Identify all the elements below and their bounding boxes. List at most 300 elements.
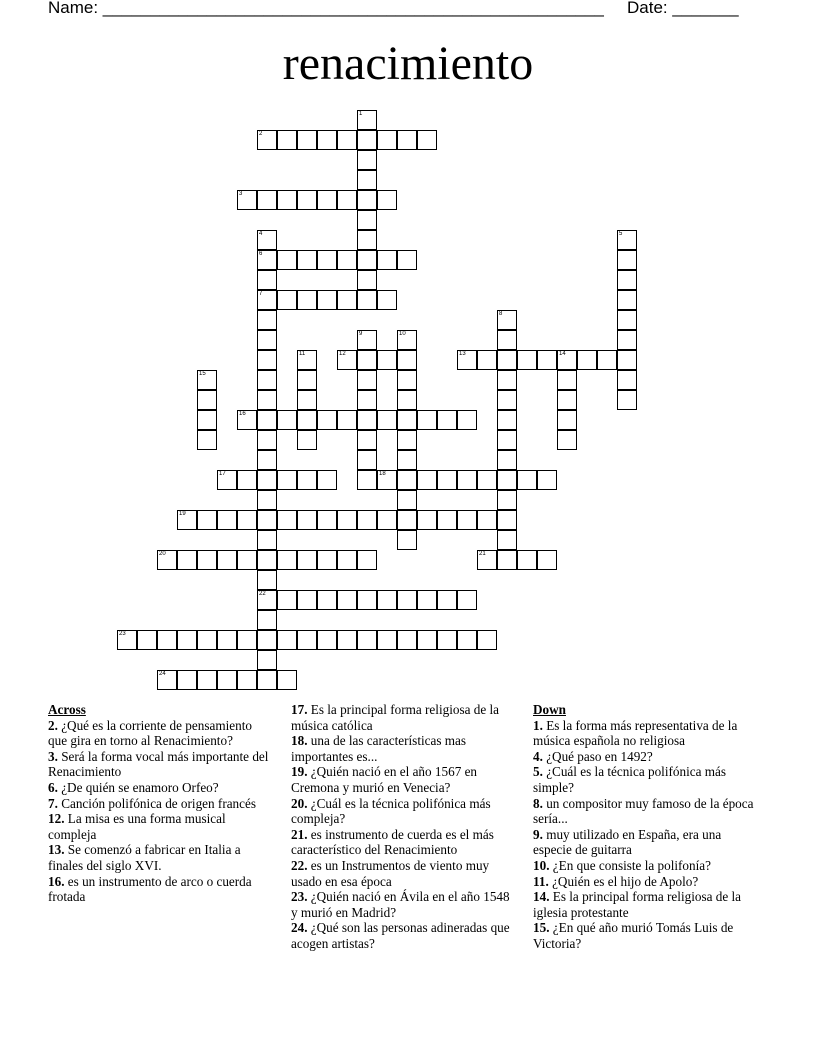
grid-cell[interactable] <box>197 430 217 450</box>
grid-cell[interactable] <box>357 250 377 270</box>
clue-text: Canción polifónica de origen francés <box>57 795 256 811</box>
grid-cell[interactable] <box>237 410 257 430</box>
clue-item <box>48 749 274 780</box>
grid-cell[interactable] <box>357 590 377 610</box>
grid-cell[interactable] <box>257 230 277 250</box>
grid-cell[interactable] <box>357 270 377 290</box>
clue-item <box>48 842 274 873</box>
clue-number-label: 2. <box>48 717 58 733</box>
grid-cell[interactable] <box>617 370 637 390</box>
grid-cell[interactable] <box>297 350 317 370</box>
grid-cell[interactable] <box>257 550 277 570</box>
grid-cell[interactable] <box>217 470 237 490</box>
clue-number: 21 <box>479 551 486 557</box>
grid-cell[interactable] <box>317 290 337 310</box>
clue-number: 18 <box>379 471 386 477</box>
grid-cell[interactable] <box>437 630 457 650</box>
grid-cell[interactable] <box>397 330 417 350</box>
clue-number-label: 6. <box>48 779 58 795</box>
grid-cell[interactable] <box>557 430 577 450</box>
grid-cell[interactable] <box>357 290 377 310</box>
grid-cell[interactable] <box>617 310 637 330</box>
clue-text: un compositor muy famoso de la época sería... <box>533 795 754 827</box>
clue-text: ¿En qué año murió Tomás Luis de Victoria? <box>533 920 734 951</box>
clue-text: es un instrumento de arco o cuerda frotada <box>48 873 252 905</box>
grid-cell[interactable] <box>277 250 297 270</box>
clue-number: 14 <box>559 351 566 357</box>
grid-cell[interactable] <box>497 510 517 530</box>
clue-number: 20 <box>159 551 166 557</box>
grid-cell[interactable] <box>357 130 377 150</box>
grid-cell[interactable] <box>497 470 517 490</box>
grid-cell[interactable] <box>457 590 477 610</box>
grid-cell[interactable] <box>277 190 297 210</box>
grid-cell[interactable] <box>497 370 517 390</box>
grid-cell[interactable] <box>397 350 417 370</box>
clue-text: ¿Qué paso en 1492? <box>542 748 653 764</box>
grid-cell[interactable] <box>337 130 357 150</box>
clue-number: 1 <box>359 111 363 117</box>
grid-cell[interactable] <box>237 670 257 690</box>
clue-text: ¿Qué es la corriente de pensamiento que gira en torno al Renacimiento? <box>48 717 252 749</box>
grid-cell[interactable] <box>197 670 217 690</box>
grid-cell[interactable] <box>377 250 397 270</box>
clue-number: 9 <box>359 331 363 337</box>
grid-cell[interactable] <box>497 430 517 450</box>
clue-number-label: 22. <box>291 857 308 873</box>
grid-cell[interactable] <box>257 390 277 410</box>
grid-cell[interactable] <box>217 670 237 690</box>
grid-cell[interactable] <box>177 510 197 530</box>
grid-cell[interactable] <box>537 550 557 570</box>
grid-cell[interactable] <box>237 510 257 530</box>
grid-cell[interactable] <box>337 550 357 570</box>
clue-text: ¿Cuál es la técnica polifónica más compleja? <box>291 795 491 827</box>
clue-number: 11 <box>299 351 306 357</box>
grid-cell[interactable] <box>357 150 377 170</box>
clue-number-label: 10. <box>533 857 550 873</box>
grid-cell[interactable] <box>277 670 297 690</box>
clue-item <box>533 858 755 874</box>
grid-cell[interactable] <box>477 350 497 370</box>
clue-number: 8 <box>499 311 503 317</box>
grid-cell[interactable] <box>117 630 137 650</box>
grid-cell[interactable] <box>257 430 277 450</box>
grid-cell[interactable] <box>277 410 297 430</box>
clue-item <box>291 889 513 920</box>
grid-cell[interactable] <box>297 510 317 530</box>
clue-number-label: 13. <box>48 842 65 858</box>
grid-cell[interactable] <box>357 210 377 230</box>
clue-text: una de las características mas importantes es... <box>291 733 467 764</box>
grid-cell[interactable] <box>277 590 297 610</box>
grid-cell[interactable] <box>197 410 217 430</box>
grid-cell[interactable] <box>337 590 357 610</box>
date-field: Date: _______ <box>627 0 739 17</box>
grid-cell[interactable] <box>317 250 337 270</box>
grid-cell[interactable] <box>377 510 397 530</box>
grid-cell[interactable] <box>597 350 617 370</box>
grid-cell[interactable] <box>257 470 277 490</box>
grid-cell[interactable] <box>377 130 397 150</box>
grid-cell[interactable] <box>477 510 497 530</box>
grid-cell[interactable] <box>257 330 277 350</box>
grid-cell[interactable] <box>317 590 337 610</box>
grid-cell[interactable] <box>157 550 177 570</box>
grid-cell[interactable] <box>257 190 277 210</box>
grid-cell[interactable] <box>317 190 337 210</box>
clue-item <box>291 796 513 827</box>
grid-cell[interactable] <box>617 230 637 250</box>
grid-cell[interactable] <box>197 510 217 530</box>
grid-cell[interactable] <box>357 450 377 470</box>
grid-cell[interactable] <box>297 410 317 430</box>
clue-number-label: 21. <box>291 826 308 842</box>
clue-number: 3 <box>239 191 243 197</box>
grid-cell[interactable] <box>397 590 417 610</box>
clue-number-label: 5. <box>533 764 543 780</box>
clue-number-label: 17. <box>291 702 308 717</box>
grid-cell[interactable] <box>457 630 477 650</box>
clue-number-label: 24. <box>291 920 308 936</box>
grid-cell[interactable] <box>357 110 377 130</box>
grid-cell[interactable] <box>257 530 277 550</box>
clue-number-label: 11. <box>533 873 549 889</box>
clue-number: 16 <box>239 411 246 417</box>
grid-cell[interactable] <box>197 390 217 410</box>
clue-item <box>291 764 513 795</box>
clue-number: 12 <box>339 351 346 357</box>
grid-cell[interactable] <box>517 470 537 490</box>
grid-cell[interactable] <box>277 550 297 570</box>
clue-item <box>533 889 755 920</box>
clue-text: Será la forma vocal más importante del Renacimiento <box>48 748 269 780</box>
grid-cell[interactable] <box>277 130 297 150</box>
grid-cell[interactable] <box>237 190 257 210</box>
grid-cell[interactable] <box>417 630 437 650</box>
clue-text: es un Instrumentos de viento muy usado en esa época <box>291 857 490 889</box>
grid-cell[interactable] <box>437 510 457 530</box>
clue-item <box>291 920 513 951</box>
clue-number-label: 19. <box>291 764 308 780</box>
clue-number-label: 7. <box>48 795 58 811</box>
clue-item <box>291 702 513 733</box>
grid-cell[interactable] <box>337 510 357 530</box>
grid-cell[interactable] <box>537 350 557 370</box>
grid-cell[interactable] <box>317 510 337 530</box>
clue-number: 2 <box>259 131 263 137</box>
clue-number: 7 <box>259 291 263 297</box>
clue-item <box>533 827 755 858</box>
clue-text: La misa es una forma musical compleja <box>48 811 226 842</box>
clue-item <box>48 874 274 905</box>
clue-item <box>533 920 755 951</box>
grid-cell[interactable] <box>617 250 637 270</box>
grid-cell[interactable] <box>217 510 237 530</box>
clue-item <box>48 796 274 812</box>
grid-cell[interactable] <box>237 550 257 570</box>
grid-cell[interactable] <box>397 370 417 390</box>
grid-cell[interactable] <box>257 590 277 610</box>
grid-cell[interactable] <box>257 250 277 270</box>
grid-cell[interactable] <box>397 490 417 510</box>
clue-number-label: 9. <box>533 826 543 842</box>
clue-number-label: 1. <box>533 717 543 733</box>
grid-cell[interactable] <box>337 290 357 310</box>
grid-cell[interactable] <box>257 350 277 370</box>
grid-cell[interactable] <box>357 430 377 450</box>
clue-text: ¿De quién se enamoro Orfeo? <box>57 779 219 795</box>
grid-cell[interactable] <box>257 510 277 530</box>
grid-cell[interactable] <box>377 410 397 430</box>
grid-cell[interactable] <box>397 530 417 550</box>
grid-cell[interactable] <box>397 430 417 450</box>
clue-text: Es la forma más representativa de la música española no religiosa <box>533 717 738 749</box>
grid-cell[interactable] <box>297 630 317 650</box>
grid-cell[interactable] <box>357 550 377 570</box>
grid-cell[interactable] <box>297 250 317 270</box>
grid-cell[interactable] <box>337 190 357 210</box>
across-clues <box>48 702 274 905</box>
grid-cell[interactable] <box>437 410 457 430</box>
grid-cell[interactable] <box>297 590 317 610</box>
clue-text: ¿En que consiste la polifonía? <box>549 857 711 873</box>
grid-cell[interactable] <box>297 130 317 150</box>
grid-cell[interactable] <box>277 470 297 490</box>
grid-cell[interactable] <box>317 130 337 150</box>
grid-cell[interactable] <box>237 470 257 490</box>
grid-cell[interactable] <box>377 470 397 490</box>
grid-cell[interactable] <box>397 130 417 150</box>
grid-cell[interactable] <box>457 350 477 370</box>
grid-cell[interactable] <box>317 550 337 570</box>
clue-text: Es la principal forma religiosa de la iglesia protestante <box>533 889 741 920</box>
grid-cell[interactable] <box>417 590 437 610</box>
grid-cell[interactable] <box>297 190 317 210</box>
grid-cell[interactable] <box>497 550 517 570</box>
grid-cell[interactable] <box>337 410 357 430</box>
grid-cell[interactable] <box>217 550 237 570</box>
grid-cell[interactable] <box>257 650 277 670</box>
clue-item <box>533 749 755 765</box>
grid-cell[interactable] <box>257 410 277 430</box>
clue-number: 10 <box>399 331 406 337</box>
grid-cell[interactable] <box>357 630 377 650</box>
grid-cell[interactable] <box>297 430 317 450</box>
grid-cell[interactable] <box>497 490 517 510</box>
clue-number-label: 15. <box>533 920 550 936</box>
grid-cell[interactable] <box>257 290 277 310</box>
grid-cell[interactable] <box>417 510 437 530</box>
grid-cell[interactable] <box>397 630 417 650</box>
grid-cell[interactable] <box>257 450 277 470</box>
grid-cell[interactable] <box>317 630 337 650</box>
grid-cell[interactable] <box>497 450 517 470</box>
grid-cell[interactable] <box>277 290 297 310</box>
grid-cell[interactable] <box>397 390 417 410</box>
clue-number: 22 <box>259 591 266 597</box>
clue-text: ¿Quién nació en Ávila en el año 1548 y murió en Madrid? <box>291 889 510 920</box>
grid-cell[interactable] <box>197 630 217 650</box>
grid-cell[interactable] <box>377 290 397 310</box>
grid-cell[interactable] <box>277 510 297 530</box>
clue-text: es instrumento de cuerda es el más característico del Renacimiento <box>291 826 494 858</box>
grid-cell[interactable] <box>337 350 357 370</box>
down-clues <box>533 702 755 952</box>
grid-cell[interactable] <box>377 190 397 210</box>
grid-cell[interactable] <box>197 370 217 390</box>
clue-item <box>533 718 755 749</box>
clue-text: ¿Qué son las personas adineradas que acogen artistas? <box>291 920 510 951</box>
grid-cell[interactable] <box>357 330 377 350</box>
grid-cell[interactable] <box>457 510 477 530</box>
grid-cell[interactable] <box>297 550 317 570</box>
grid-cell[interactable] <box>297 290 317 310</box>
clue-item <box>533 764 755 795</box>
clue-number: 19 <box>179 511 186 517</box>
grid-cell[interactable] <box>417 130 437 150</box>
grid-cell[interactable] <box>517 350 537 370</box>
clue-text: ¿Cuál es la técnica polifónica más simple? <box>533 764 726 795</box>
grid-cell[interactable] <box>317 410 337 430</box>
grid-cell[interactable] <box>357 230 377 250</box>
grid-cell[interactable] <box>237 630 257 650</box>
grid-cell[interactable] <box>477 630 497 650</box>
down-heading: Down <box>533 702 566 717</box>
clue-item <box>533 796 755 827</box>
clue-number-label: 14. <box>533 889 550 905</box>
grid-cell[interactable] <box>397 470 417 490</box>
grid-cell[interactable] <box>177 630 197 650</box>
grid-cell[interactable] <box>617 350 637 370</box>
grid-cell[interactable] <box>137 630 157 650</box>
grid-cell[interactable] <box>397 450 417 470</box>
clue-number-label: 4. <box>533 748 543 764</box>
grid-cell[interactable] <box>297 470 317 490</box>
grid-cell[interactable] <box>257 490 277 510</box>
clue-item <box>291 827 513 858</box>
grid-cell[interactable] <box>457 470 477 490</box>
grid-cell[interactable] <box>497 330 517 350</box>
grid-cell[interactable] <box>297 370 317 390</box>
grid-cell[interactable] <box>617 290 637 310</box>
grid-cell[interactable] <box>377 590 397 610</box>
grid-cell[interactable] <box>297 390 317 410</box>
name-field: Name: _____________________________________________________ <box>48 0 604 17</box>
grid-cell[interactable] <box>357 170 377 190</box>
clue-number-label: 18. <box>291 733 308 749</box>
grid-cell[interactable] <box>257 270 277 290</box>
grid-cell[interactable] <box>257 310 277 330</box>
grid-cell[interactable] <box>557 410 577 430</box>
grid-cell[interactable] <box>577 350 597 370</box>
grid-cell[interactable] <box>257 570 277 590</box>
grid-cell[interactable] <box>477 550 497 570</box>
clue-text: Se comenzó a fabricar en Italia a finales del siglo XVI. <box>48 842 241 873</box>
clue-item <box>533 874 755 890</box>
grid-cell[interactable] <box>357 350 377 370</box>
grid-cell[interactable] <box>257 670 277 690</box>
grid-cell[interactable] <box>357 470 377 490</box>
grid-cell[interactable] <box>557 370 577 390</box>
grid-cell[interactable] <box>617 330 637 350</box>
grid-cell[interactable] <box>177 550 197 570</box>
grid-cell[interactable] <box>357 190 377 210</box>
clue-item <box>48 718 274 749</box>
clue-number: 15 <box>199 371 206 377</box>
grid-cell[interactable] <box>217 630 237 650</box>
grid-cell[interactable] <box>277 630 297 650</box>
grid-cell[interactable] <box>337 250 357 270</box>
clue-item <box>291 858 513 889</box>
grid-cell[interactable] <box>377 630 397 650</box>
grid-cell[interactable] <box>337 630 357 650</box>
grid-cell[interactable] <box>537 470 557 490</box>
grid-cell[interactable] <box>417 410 437 430</box>
clue-number: 5 <box>619 231 623 237</box>
clue-number: 6 <box>259 251 263 257</box>
grid-cell[interactable] <box>177 670 197 690</box>
clue-number: 13 <box>459 351 466 357</box>
grid-cell[interactable] <box>257 610 277 630</box>
grid-cell[interactable] <box>157 670 177 690</box>
grid-cell[interactable] <box>617 390 637 410</box>
clue-number: 24 <box>159 671 166 677</box>
clue-number-label: 23. <box>291 889 308 905</box>
grid-cell[interactable] <box>357 510 377 530</box>
grid-cell[interactable] <box>377 350 397 370</box>
grid-cell[interactable] <box>497 310 517 330</box>
page-title: renacimiento <box>282 37 534 90</box>
grid-cell[interactable] <box>497 530 517 550</box>
grid-cell[interactable] <box>497 410 517 430</box>
grid-cell[interactable] <box>417 470 437 490</box>
clue-text: muy utilizado en España, era una especie de guitarra <box>533 826 722 858</box>
grid-cell[interactable] <box>197 550 217 570</box>
grid-cell[interactable] <box>357 390 377 410</box>
across-clues-continued <box>291 702 513 952</box>
grid-cell[interactable] <box>397 510 417 530</box>
clue-number: 23 <box>119 631 126 637</box>
grid-cell[interactable] <box>457 410 477 430</box>
clue-text: ¿Quién nació en el año 1567 en Cremona y murió en Venecia? <box>291 764 478 795</box>
grid-cell[interactable] <box>357 370 377 390</box>
clue-number-label: 3. <box>48 748 58 764</box>
grid-cell[interactable] <box>437 590 457 610</box>
grid-cell[interactable] <box>497 350 517 370</box>
clue-number-label: 12. <box>48 811 65 827</box>
grid-cell[interactable] <box>497 390 517 410</box>
grid-cell[interactable] <box>157 630 177 650</box>
grid-cell[interactable] <box>257 370 277 390</box>
grid-cell[interactable] <box>557 350 577 370</box>
grid-cell[interactable] <box>257 130 277 150</box>
clue-text: ¿Quién es el hijo de Apolo? <box>548 873 699 889</box>
clue-text: Es la principal forma religiosa de la música católica <box>291 702 499 733</box>
clue-item <box>48 780 274 796</box>
grid-cell[interactable] <box>397 410 417 430</box>
grid-cell[interactable] <box>397 250 417 270</box>
grid-cell[interactable] <box>357 410 377 430</box>
grid-cell[interactable] <box>557 390 577 410</box>
clue-number-label: 8. <box>533 795 543 811</box>
grid-cell[interactable] <box>257 630 277 650</box>
grid-cell[interactable] <box>517 550 537 570</box>
grid-cell[interactable] <box>317 470 337 490</box>
grid-cell[interactable] <box>617 270 637 290</box>
grid-cell[interactable] <box>437 470 457 490</box>
grid-cell[interactable] <box>477 470 497 490</box>
